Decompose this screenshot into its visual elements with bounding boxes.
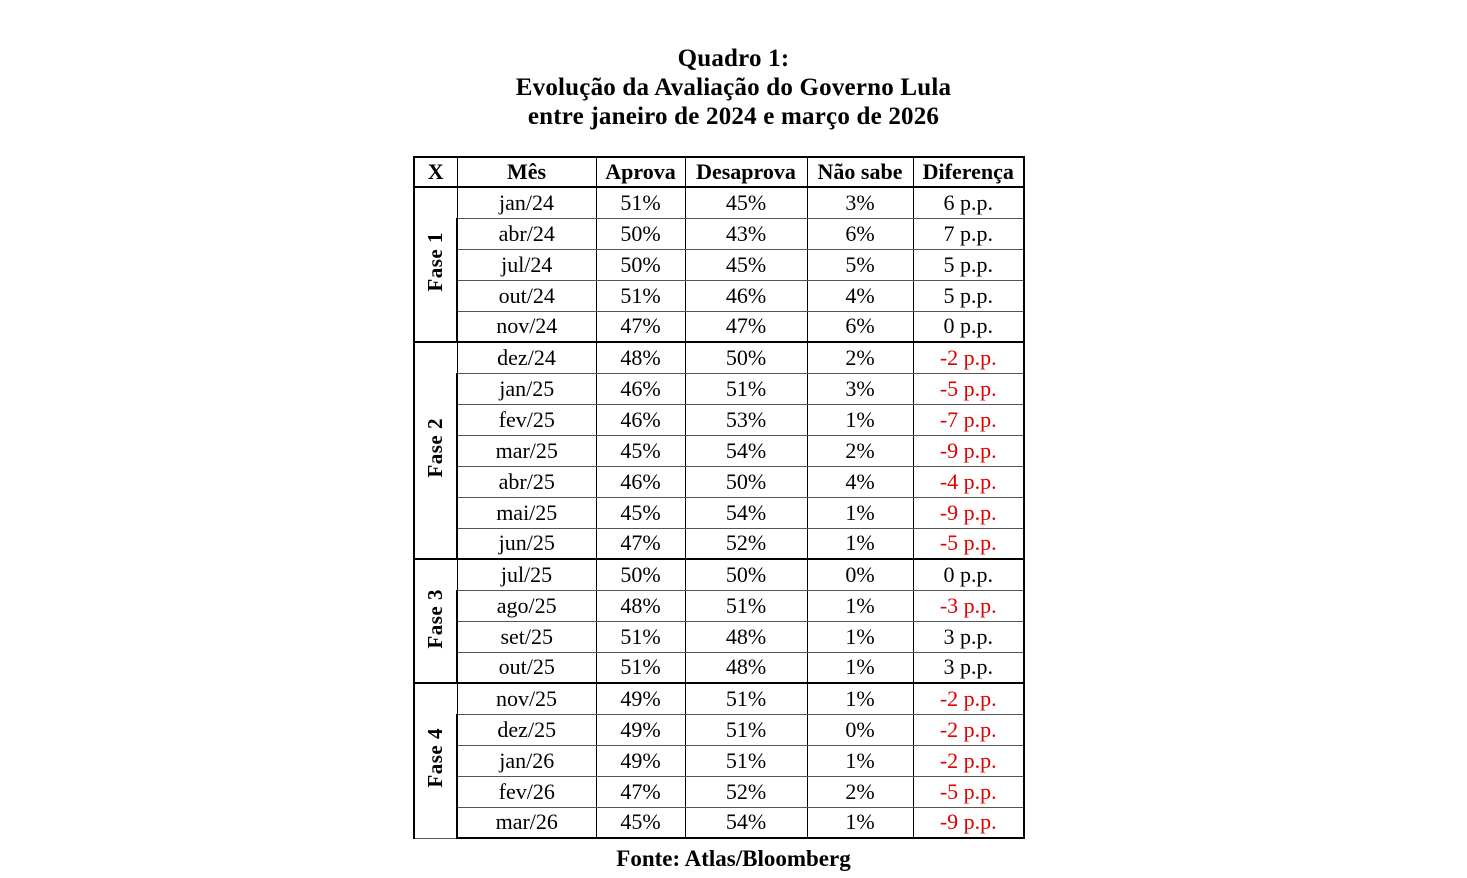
- cell-aprova: 51%: [596, 280, 685, 311]
- table-row: [414, 683, 1024, 714]
- cell-nao-sabe: 1%: [807, 404, 913, 435]
- column-header-desaprova: Desaprova: [685, 157, 807, 187]
- page-title: [0, 44, 1467, 131]
- cell-desaprova: 53%: [685, 404, 807, 435]
- cell-mes: mar/25: [457, 435, 596, 466]
- column-header-nao-sabe: Não sabe: [807, 157, 913, 187]
- cell-mes: dez/25: [457, 714, 596, 745]
- source-note: Fonte: Atlas/Bloomberg: [616, 846, 851, 871]
- cell-mes: out/24: [457, 280, 596, 311]
- cell-diferenca: -7 p.p.: [913, 404, 1024, 435]
- cell-mes: nov/24: [457, 311, 596, 342]
- cell-desaprova: 50%: [685, 466, 807, 497]
- cell-mes: mai/25: [457, 497, 596, 528]
- cell-desaprova: 54%: [685, 435, 807, 466]
- cell-aprova: 48%: [596, 342, 685, 373]
- cell-aprova: 46%: [596, 466, 685, 497]
- table-row: [414, 435, 1024, 466]
- cell-aprova: 49%: [596, 683, 685, 714]
- table-header-row: [414, 157, 1024, 187]
- cell-mes: jan/25: [457, 373, 596, 404]
- cell-nao-sabe: 1%: [807, 528, 913, 559]
- table-row: [414, 497, 1024, 528]
- cell-mes: set/25: [457, 621, 596, 652]
- cell-diferenca: 3 p.p.: [913, 621, 1024, 652]
- cell-desaprova: 48%: [685, 652, 807, 683]
- table-row: [414, 807, 1024, 838]
- cell-diferenca: -5 p.p.: [913, 776, 1024, 807]
- cell-aprova: 45%: [596, 807, 685, 838]
- cell-nao-sabe: 2%: [807, 435, 913, 466]
- cell-diferenca: -9 p.p.: [913, 435, 1024, 466]
- cell-desaprova: 43%: [685, 218, 807, 249]
- table-body: [414, 187, 1024, 838]
- cell-diferenca: -5 p.p.: [913, 528, 1024, 559]
- cell-mes: jul/25: [457, 559, 596, 590]
- cell-desaprova: 50%: [685, 342, 807, 373]
- cell-nao-sabe: 6%: [807, 311, 913, 342]
- table-row: [414, 280, 1024, 311]
- cell-aprova: 45%: [596, 435, 685, 466]
- cell-nao-sabe: 1%: [807, 683, 913, 714]
- table-row: [414, 466, 1024, 497]
- table-row: [414, 745, 1024, 776]
- cell-nao-sabe: 1%: [807, 807, 913, 838]
- phase-label-cell: [414, 683, 457, 838]
- cell-mes: jul/24: [457, 249, 596, 280]
- cell-aprova: 48%: [596, 590, 685, 621]
- cell-mes: dez/24: [457, 342, 596, 373]
- cell-diferenca: 7 p.p.: [913, 218, 1024, 249]
- cell-diferenca: -4 p.p.: [913, 466, 1024, 497]
- cell-desaprova: 54%: [685, 807, 807, 838]
- table-row: [414, 187, 1024, 218]
- cell-aprova: 49%: [596, 745, 685, 776]
- column-header-x: X: [414, 157, 457, 187]
- phase-label-cell: [414, 342, 457, 559]
- cell-nao-sabe: 2%: [807, 776, 913, 807]
- cell-nao-sabe: 4%: [807, 466, 913, 497]
- cell-diferenca: 5 p.p.: [913, 280, 1024, 311]
- column-header-mes: Mês: [457, 157, 596, 187]
- table-row: [414, 311, 1024, 342]
- cell-aprova: 51%: [596, 652, 685, 683]
- table-row: [414, 621, 1024, 652]
- phase-label: Fase 2: [423, 418, 447, 478]
- cell-diferenca: 6 p.p.: [913, 187, 1024, 218]
- cell-diferenca: -9 p.p.: [913, 807, 1024, 838]
- cell-aprova: 47%: [596, 776, 685, 807]
- cell-diferenca: -2 p.p.: [913, 342, 1024, 373]
- cell-diferenca: 0 p.p.: [913, 311, 1024, 342]
- cell-diferenca: -2 p.p.: [913, 683, 1024, 714]
- cell-desaprova: 50%: [685, 559, 807, 590]
- cell-diferenca: -2 p.p.: [913, 745, 1024, 776]
- quadro-table-container: [413, 156, 1023, 839]
- table-row: [414, 559, 1024, 590]
- title-line-3: entre janeiro de 2024 e março de 2026: [527, 103, 940, 130]
- table-row: [414, 249, 1024, 280]
- cell-mes: nov/25: [457, 683, 596, 714]
- cell-diferenca: 0 p.p.: [913, 559, 1024, 590]
- phase-label-cell: [414, 187, 457, 342]
- cell-desaprova: 45%: [685, 187, 807, 218]
- cell-desaprova: 45%: [685, 249, 807, 280]
- cell-aprova: 50%: [596, 218, 685, 249]
- cell-nao-sabe: 1%: [807, 745, 913, 776]
- cell-desaprova: 51%: [685, 590, 807, 621]
- cell-nao-sabe: 1%: [807, 652, 913, 683]
- cell-desaprova: 51%: [685, 714, 807, 745]
- cell-diferenca: -3 p.p.: [913, 590, 1024, 621]
- table-row: [414, 218, 1024, 249]
- cell-nao-sabe: 2%: [807, 342, 913, 373]
- cell-nao-sabe: 0%: [807, 714, 913, 745]
- cell-aprova: 47%: [596, 311, 685, 342]
- table-row: [414, 714, 1024, 745]
- cell-mes: jun/25: [457, 528, 596, 559]
- cell-aprova: 51%: [596, 621, 685, 652]
- cell-mes: jan/26: [457, 745, 596, 776]
- phase-label: Fase 4: [423, 728, 447, 789]
- table-row: [414, 373, 1024, 404]
- table-row: [414, 652, 1024, 683]
- cell-desaprova: 54%: [685, 497, 807, 528]
- cell-mes: abr/25: [457, 466, 596, 497]
- cell-mes: mar/26: [457, 807, 596, 838]
- cell-diferenca: -5 p.p.: [913, 373, 1024, 404]
- cell-desaprova: 47%: [685, 311, 807, 342]
- cell-aprova: 50%: [596, 249, 685, 280]
- table-row: [414, 590, 1024, 621]
- cell-nao-sabe: 4%: [807, 280, 913, 311]
- cell-desaprova: 48%: [685, 621, 807, 652]
- cell-mes: fev/26: [457, 776, 596, 807]
- cell-desaprova: 52%: [685, 528, 807, 559]
- table-header: [414, 157, 1024, 187]
- evaluation-table: [413, 156, 1025, 839]
- cell-mes: fev/25: [457, 404, 596, 435]
- cell-diferenca: -9 p.p.: [913, 497, 1024, 528]
- cell-nao-sabe: 6%: [807, 218, 913, 249]
- phase-label: Fase 1: [423, 232, 447, 292]
- column-header-diferenca: Diferença: [913, 157, 1024, 187]
- cell-nao-sabe: 3%: [807, 373, 913, 404]
- cell-desaprova: 51%: [685, 683, 807, 714]
- cell-desaprova: 52%: [685, 776, 807, 807]
- table-row: [414, 404, 1024, 435]
- cell-diferenca: 3 p.p.: [913, 652, 1024, 683]
- cell-diferenca: 5 p.p.: [913, 249, 1024, 280]
- cell-desaprova: 51%: [685, 373, 807, 404]
- cell-nao-sabe: 1%: [807, 497, 913, 528]
- cell-nao-sabe: 1%: [807, 621, 913, 652]
- cell-nao-sabe: 1%: [807, 590, 913, 621]
- cell-aprova: 47%: [596, 528, 685, 559]
- cell-desaprova: 51%: [685, 745, 807, 776]
- cell-aprova: 50%: [596, 559, 685, 590]
- cell-mes: out/25: [457, 652, 596, 683]
- table-row: [414, 528, 1024, 559]
- cell-aprova: 49%: [596, 714, 685, 745]
- title-line-2: Evolução da Avaliação do Governo Lula: [515, 74, 952, 101]
- title-line-1: Quadro 1:: [677, 45, 790, 72]
- cell-aprova: 51%: [596, 187, 685, 218]
- cell-aprova: 46%: [596, 373, 685, 404]
- cell-nao-sabe: 5%: [807, 249, 913, 280]
- cell-nao-sabe: 3%: [807, 187, 913, 218]
- column-header-aprova: Aprova: [596, 157, 685, 187]
- cell-mes: abr/24: [457, 218, 596, 249]
- cell-mes: jan/24: [457, 187, 596, 218]
- cell-mes: ago/25: [457, 590, 596, 621]
- phase-label-cell: [414, 559, 457, 683]
- cell-aprova: 45%: [596, 497, 685, 528]
- cell-diferenca: -2 p.p.: [913, 714, 1024, 745]
- cell-aprova: 46%: [596, 404, 685, 435]
- table-row: [414, 342, 1024, 373]
- cell-nao-sabe: 0%: [807, 559, 913, 590]
- table-row: [414, 776, 1024, 807]
- cell-desaprova: 46%: [685, 280, 807, 311]
- phase-label: Fase 3: [423, 588, 447, 649]
